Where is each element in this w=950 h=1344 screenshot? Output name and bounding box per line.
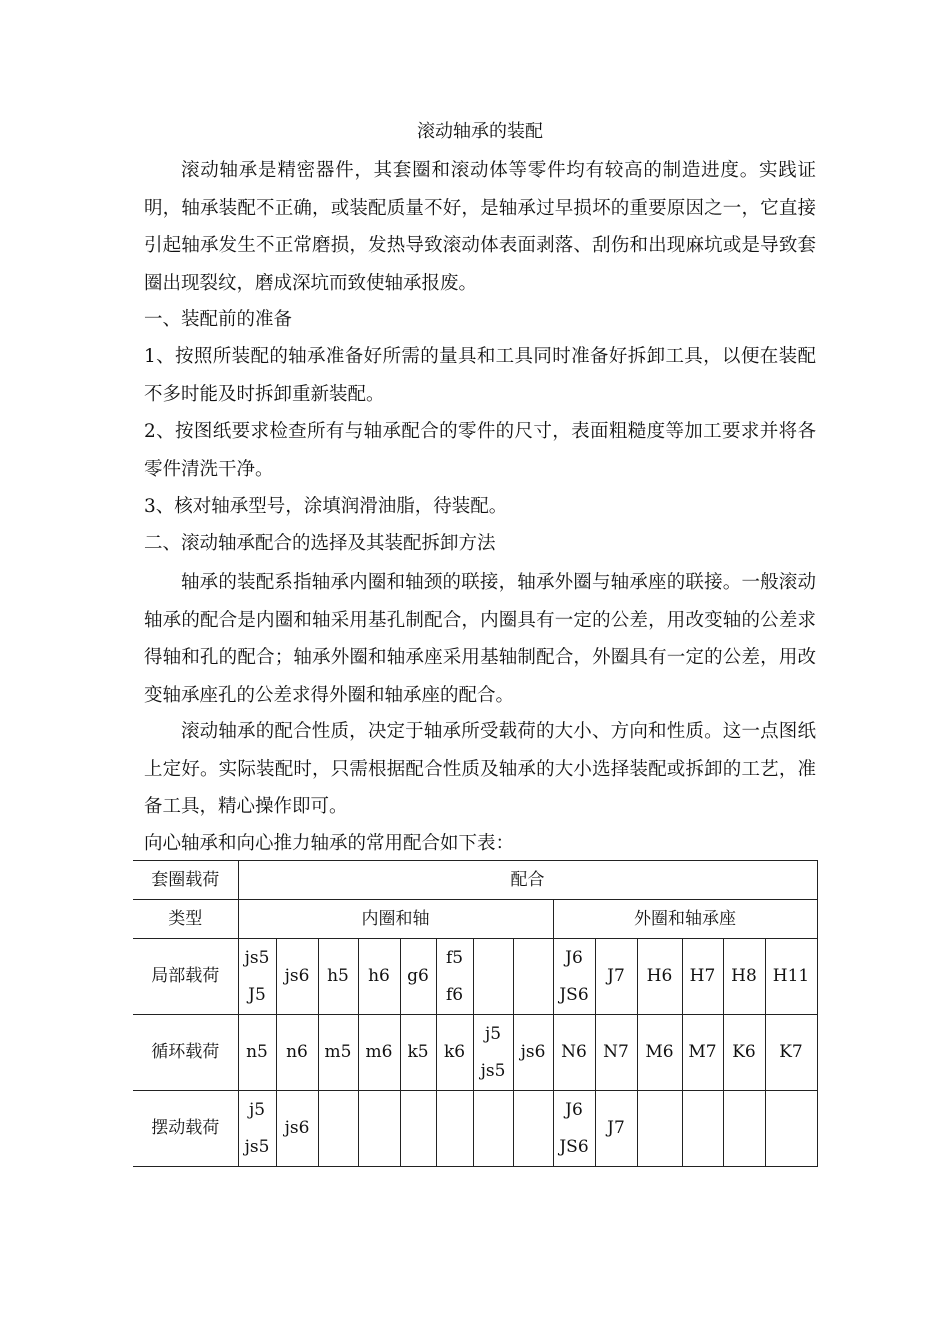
section2-paragraph-1: 轴承的装配系指轴承内圈和轴颈的联接，轴承外圈与轴承座的联接。一般滚动轴承的配合是内圈和轴采用基孔制配合，内圈具有一定的公差，用改变轴的公差求得轴和孔的配合；轴承外圈和轴承座采用基轴制配合，外圈具有一定的公差，用改变轴承座孔的公差求得外圈和轴承座的配合。 xyxy=(144,572,816,706)
table-cell xyxy=(318,1091,358,1167)
cell-value: J7 xyxy=(607,1118,625,1138)
cell-value: H11 xyxy=(772,966,810,986)
table-cell xyxy=(595,1091,637,1167)
table-cell xyxy=(765,939,817,1015)
table-cell xyxy=(513,1015,553,1091)
cell-value: f5 xyxy=(445,947,464,968)
table-intro: 向心轴承和向心推力轴承的常用配合如下表： xyxy=(144,833,515,854)
table-header-inner: 内圈和轴 xyxy=(238,900,553,939)
cell-value: K7 xyxy=(779,1042,803,1062)
cell-value: N6 xyxy=(561,1042,587,1062)
table-cell xyxy=(238,1091,276,1167)
table-cell xyxy=(723,1091,765,1167)
table-cell xyxy=(723,939,765,1015)
cell-value: h6 xyxy=(368,966,390,986)
cell-value: JS6 xyxy=(559,984,589,1005)
table-cell xyxy=(276,1015,318,1091)
cell-value: g6 xyxy=(407,966,429,986)
cell-value: JS6 xyxy=(559,1136,589,1157)
cell-value: K6 xyxy=(732,1042,756,1062)
cell-value: js5 xyxy=(244,947,270,968)
cell-value: H7 xyxy=(689,966,716,986)
cell-value: h5 xyxy=(327,966,349,986)
table-row-label: 循环载荷 xyxy=(133,1015,238,1091)
cell-value: J7 xyxy=(607,966,625,986)
table-row-label: 局部载荷 xyxy=(133,939,238,1015)
cell-value: k6 xyxy=(443,1042,466,1062)
table-row xyxy=(133,1091,817,1167)
table-cell xyxy=(358,1091,400,1167)
table-cell xyxy=(358,939,400,1015)
table-cell xyxy=(637,1015,682,1091)
cell-value: H6 xyxy=(646,966,673,986)
table-cell xyxy=(318,939,358,1015)
cell-value: js5 xyxy=(244,1136,270,1157)
cell-value: j5 xyxy=(248,1099,266,1120)
fit-table xyxy=(133,860,818,1167)
table-cell xyxy=(682,1091,723,1167)
section2-heading: 二、滚动轴承配合的选择及其装配拆卸方法 xyxy=(144,533,496,554)
cell-value: js6 xyxy=(284,1118,310,1138)
section1-item-1: 1、按照所装配的轴承准备好所需的量具和工具同时准备好拆卸工具，以便在装配不多时能及时拆卸重新装配。 xyxy=(144,346,816,405)
cell-value: k5 xyxy=(407,1042,429,1062)
table-cell xyxy=(513,1091,553,1167)
table-header-fit: 配合 xyxy=(238,861,817,900)
table-header-outer: 外圈和轴承座 xyxy=(553,900,817,939)
table-cell xyxy=(473,1091,513,1167)
table-cell xyxy=(637,939,682,1015)
cell-value: n5 xyxy=(246,1042,268,1062)
table-cell xyxy=(400,1015,436,1091)
section1-item-2: 2、按图纸要求检查所有与轴承配合的零件的尺寸，表面粗糙度等加工要求并将各零件清洗干净。 xyxy=(144,421,816,480)
cell-value: m6 xyxy=(365,1042,393,1062)
table-cell xyxy=(473,939,513,1015)
cell-value: f6 xyxy=(445,984,464,1005)
section1-item-3: 3、核对轴承型号，涂填润滑油脂，待装配。 xyxy=(144,496,508,517)
table-cell xyxy=(400,939,436,1015)
table-row xyxy=(133,939,817,1015)
table-cell xyxy=(400,1091,436,1167)
cell-value: M6 xyxy=(645,1042,674,1062)
table-cell xyxy=(553,1091,595,1167)
cell-value: js5 xyxy=(480,1060,506,1081)
table-cell xyxy=(682,939,723,1015)
cell-value: n6 xyxy=(286,1042,308,1062)
cell-value: N7 xyxy=(603,1042,629,1062)
section2-paragraph-2: 滚动轴承的配合性质，决定于轴承所受载荷的大小、方向和性质。这一点图纸上定好。实际装配时，只需根据配合性质及轴承的大小选择装配或拆卸的工艺，准备工具，精心操作即可。 xyxy=(144,721,816,817)
table-cell xyxy=(682,1015,723,1091)
table-cell xyxy=(238,939,276,1015)
table-cell xyxy=(513,939,553,1015)
table-header-type-1: 套圈载荷 xyxy=(133,861,238,900)
cell-value: J6 xyxy=(565,1099,583,1120)
table-cell xyxy=(765,1015,817,1091)
cell-value: H8 xyxy=(731,966,757,986)
table-row-label: 摆动载荷 xyxy=(133,1091,238,1167)
cell-value: M7 xyxy=(688,1042,717,1062)
table-cell xyxy=(473,1015,513,1091)
section1-heading: 一、装配前的准备 xyxy=(144,309,293,330)
table-cell xyxy=(595,1015,637,1091)
table-cell xyxy=(553,1015,595,1091)
page-title: 滚动轴承的装配 xyxy=(417,121,543,142)
table-row xyxy=(133,1015,817,1091)
table-cell xyxy=(436,1091,473,1167)
cell-value: js6 xyxy=(520,1042,546,1062)
table-cell xyxy=(436,1015,473,1091)
cell-value: J6 xyxy=(565,947,583,968)
table-cell xyxy=(765,1091,817,1167)
intro-paragraph: 滚动轴承是精密器件，其套圈和滚动体等零件均有较高的制造进度。实践证明，轴承装配不正确，或装配质量不好，是轴承过早损坏的重要原因之一，它直接引起轴承发生不正常磨损，发热导致滚动体表面剥落、刮伤和出现麻坑或是导致套圈出现裂纹，磨成深坑而致使轴承报废。 xyxy=(144,160,816,294)
table-cell xyxy=(358,1015,400,1091)
cell-value: js6 xyxy=(284,966,310,986)
cell-value: m5 xyxy=(324,1042,352,1062)
table-header-type-2: 类型 xyxy=(133,900,238,939)
table-cell xyxy=(723,1015,765,1091)
table-cell xyxy=(436,939,473,1015)
cell-value: j5 xyxy=(484,1023,502,1044)
table-cell xyxy=(238,1015,276,1091)
table-cell xyxy=(595,939,637,1015)
table-cell xyxy=(276,1091,318,1167)
table-cell xyxy=(276,939,318,1015)
table-cell xyxy=(553,939,595,1015)
table-cell xyxy=(318,1015,358,1091)
table-cell xyxy=(637,1091,682,1167)
cell-value: J5 xyxy=(248,984,266,1005)
